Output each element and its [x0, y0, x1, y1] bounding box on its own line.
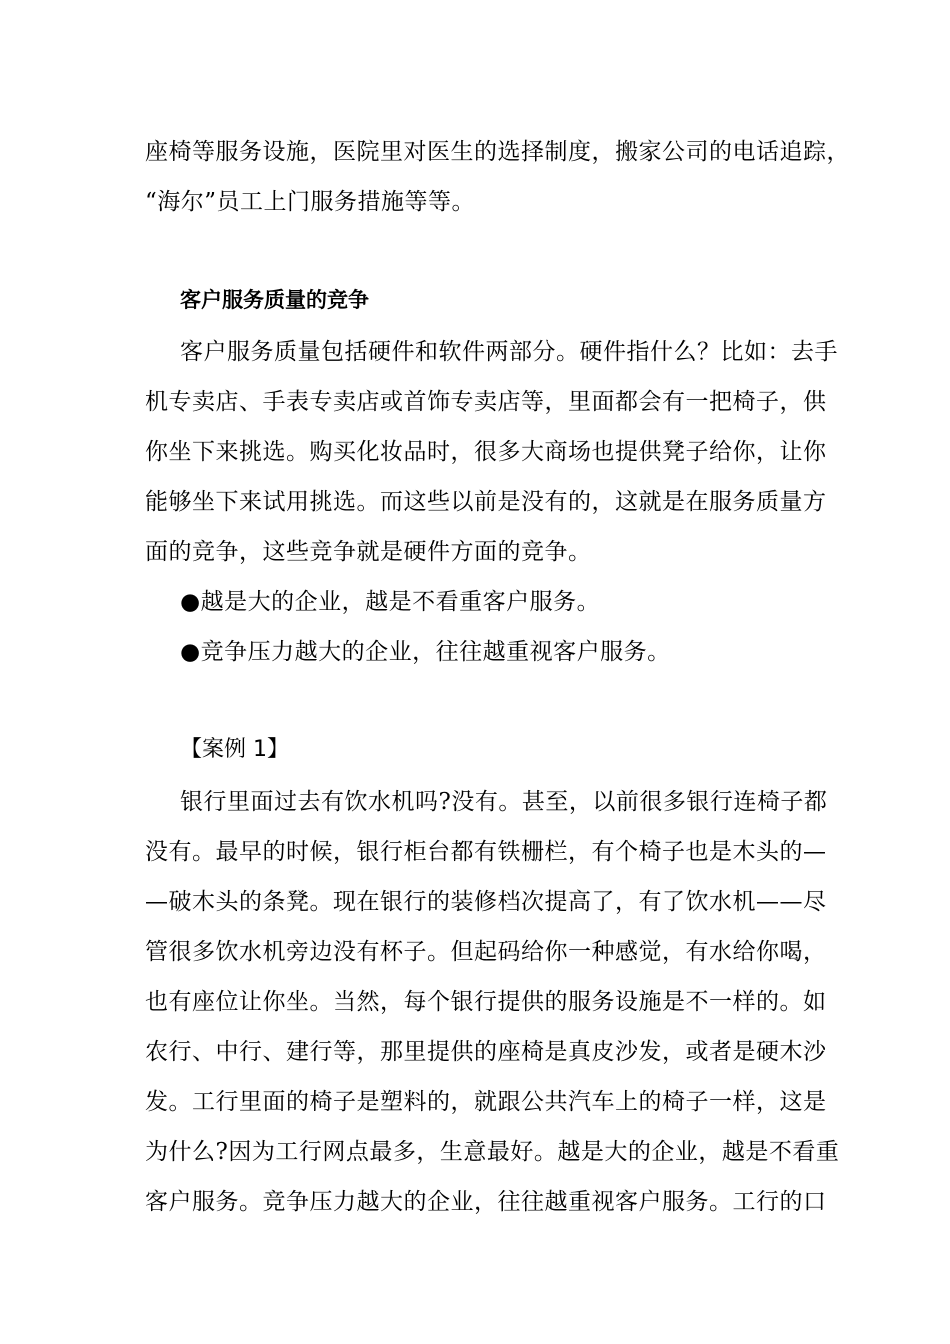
- body-text-line: 你坐下来挑选。购买化妆品时，很多大商场也提供凳子给你，让你: [145, 439, 827, 465]
- bullet-item: ●越是大的企业，越是不看重客户服务。: [180, 589, 601, 615]
- body-text-line: 为什么?因为工行网点最多，生意最好。越是大的企业，越是不看重: [145, 1139, 840, 1165]
- section-heading: 客户服务质量的竞争: [180, 288, 369, 312]
- body-text-line: 也有座位让你坐。当然，每个银行提供的服务设施是不一样的。如: [145, 989, 827, 1015]
- body-text-line: 管很多饮水机旁边没有杯子。但起码给你一种感觉，有水给你喝，: [145, 939, 827, 965]
- bullet-item: ●竞争压力越大的企业，往往越重视客户服务。: [180, 639, 671, 665]
- body-text-line: 座椅等服务设施，医院里对医生的选择制度，搬家公司的电话追踪，: [145, 139, 850, 165]
- body-text-line: 没有。最早的时候，银行柜台都有铁栅栏，有个椅子也是木头的—: [145, 839, 827, 865]
- body-text-line: 客户服务质量包括硬件和软件两部分。硬件指什么？比如：去手: [180, 339, 838, 365]
- body-text-line: 机专卖店、手表专卖店或首饰专卖店等，里面都会有一把椅子，供: [145, 389, 827, 415]
- body-text-line: “海尔”员工上门服务措施等等。: [145, 189, 476, 215]
- case-heading: 【案例 1】: [180, 737, 289, 762]
- body-text-line: 银行里面过去有饮水机吗?没有。甚至，以前很多银行连椅子都: [180, 789, 828, 815]
- body-text-line: 能够坐下来试用挑选。而这些以前是没有的，这就是在服务质量方: [145, 489, 827, 515]
- body-text-line: —破木头的条凳。现在银行的装修档次提高了，有了饮水机——尽: [145, 889, 827, 915]
- body-text-line: 发。工行里面的椅子是塑料的，就跟公共汽车上的椅子一样，这是: [145, 1089, 827, 1115]
- body-text-line: 客户服务。竞争压力越大的企业，往往越重视客户服务。工行的口: [145, 1189, 827, 1215]
- body-text-line: 面的竞争，这些竞争就是硬件方面的竞争。: [145, 539, 592, 565]
- body-text-line: 农行、中行、建行等，那里提供的座椅是真皮沙发，或者是硬木沙: [145, 1039, 827, 1065]
